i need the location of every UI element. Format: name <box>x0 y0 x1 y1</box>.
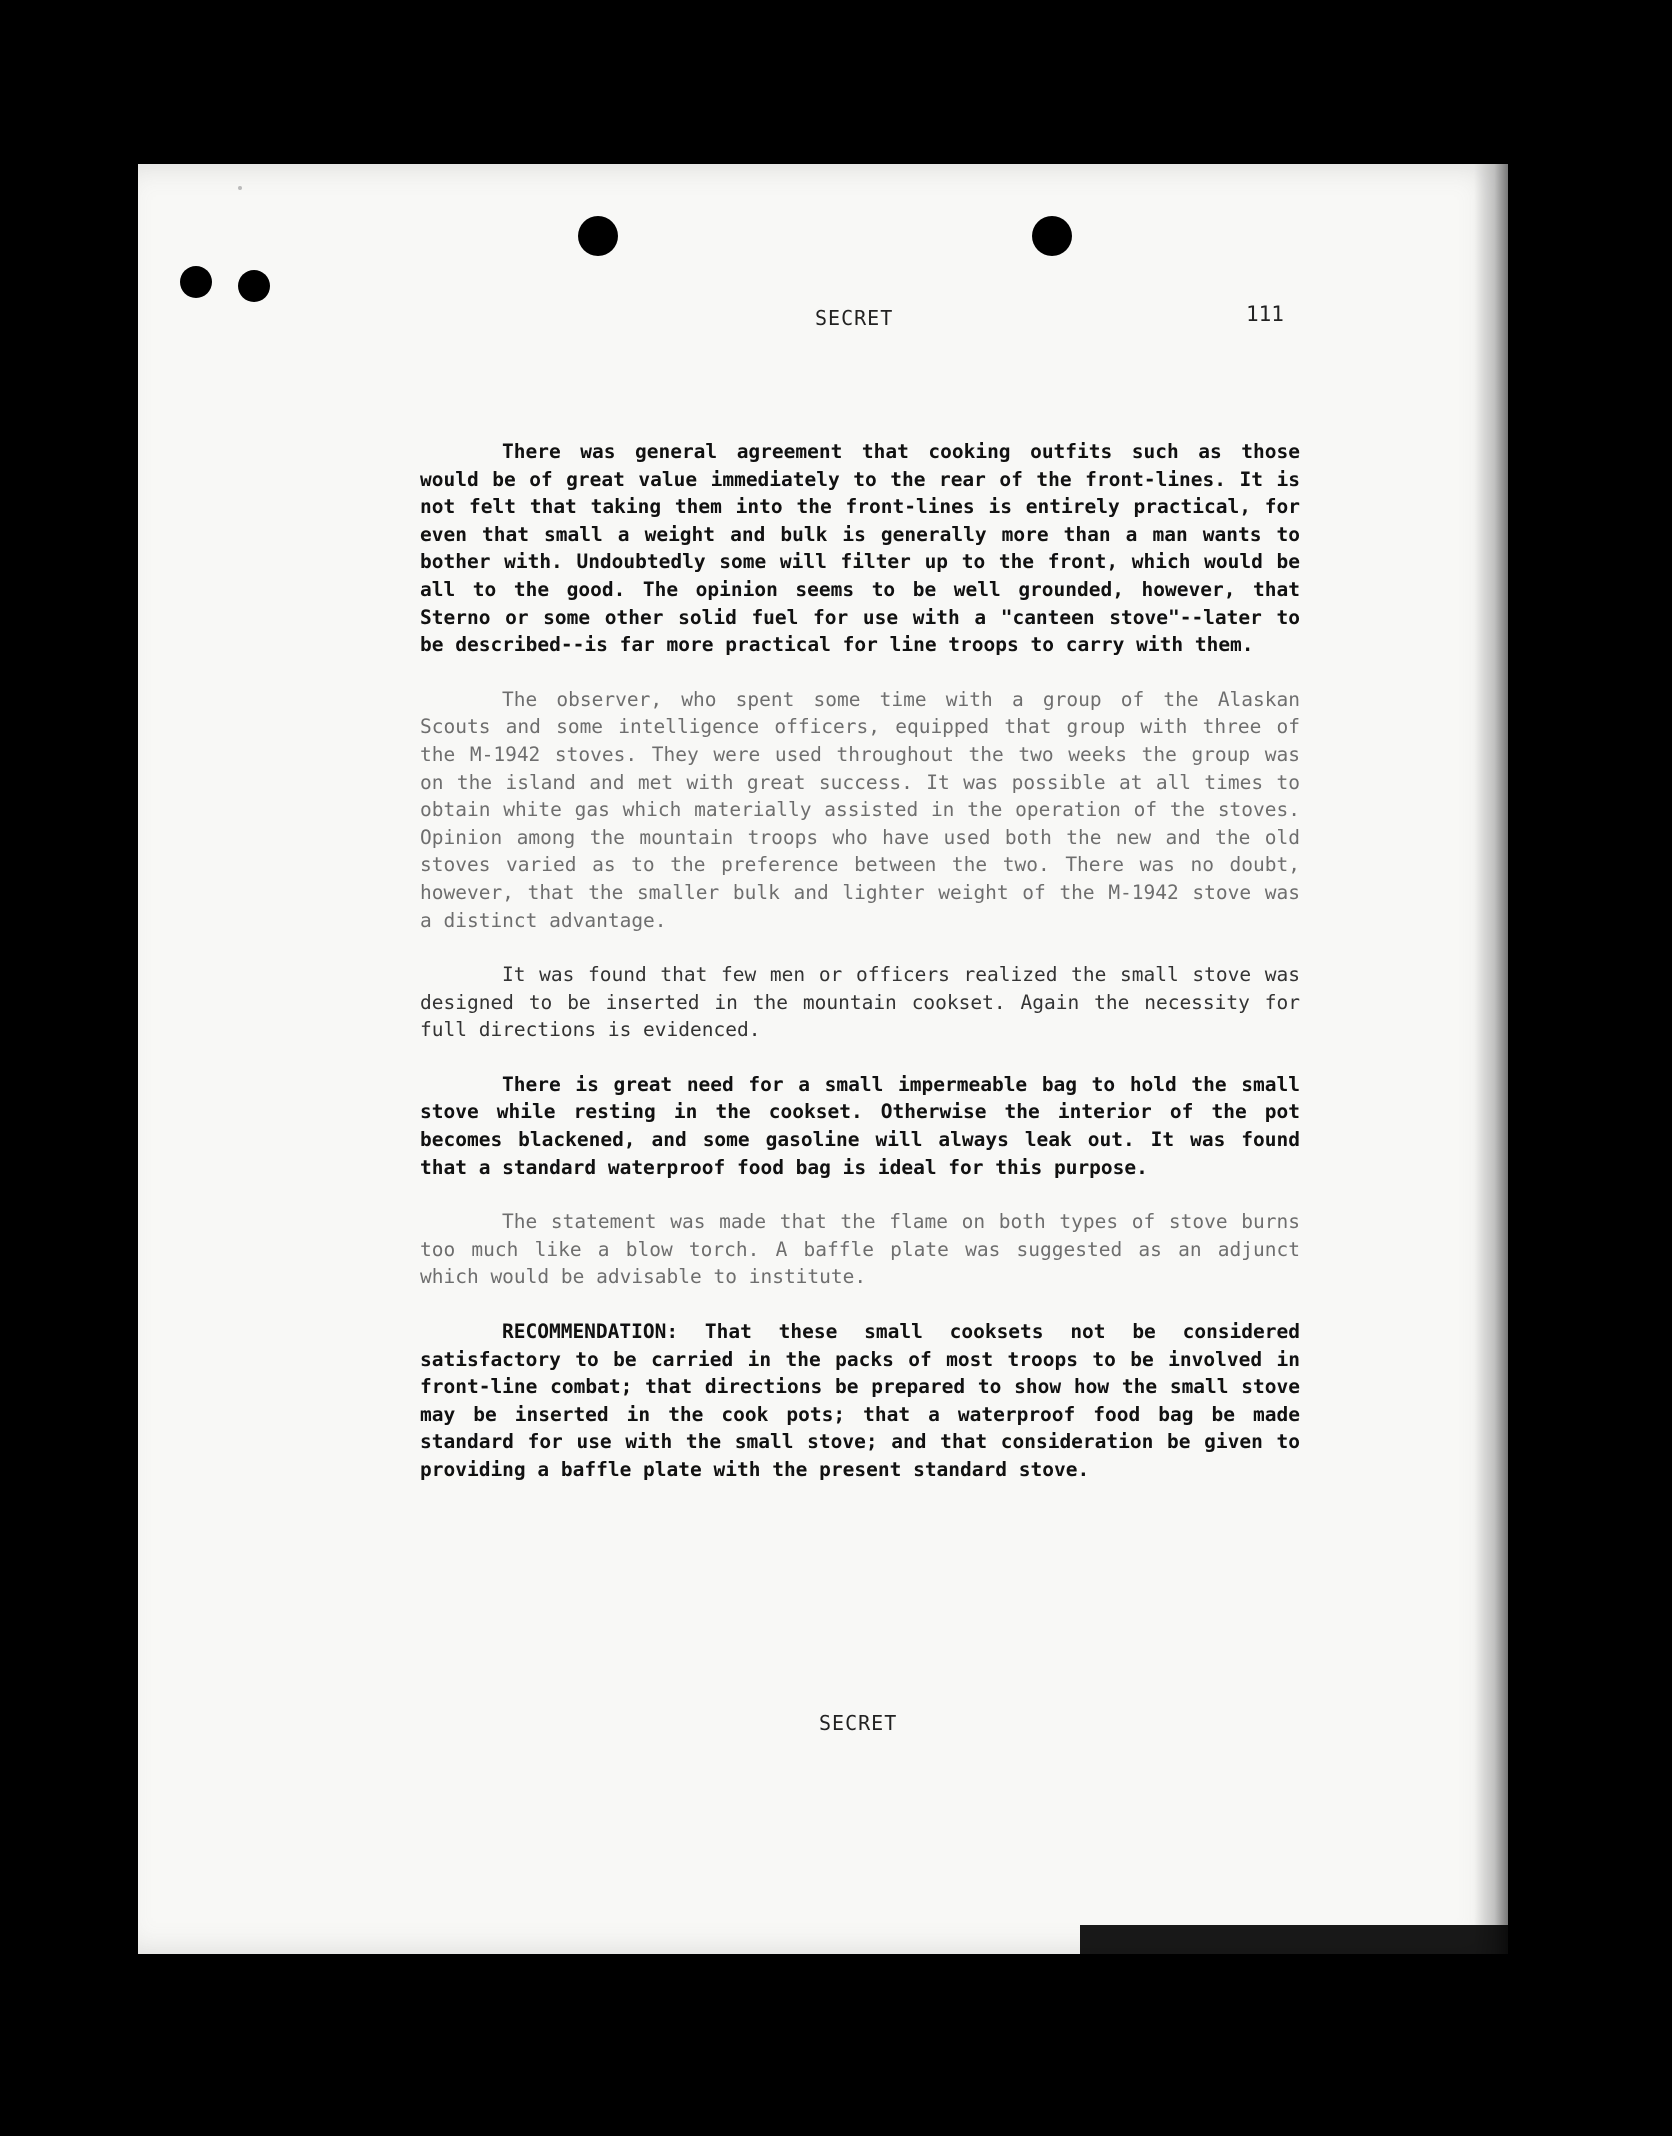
page-number: 111 <box>1246 302 1284 326</box>
edge-hole-2 <box>238 270 270 302</box>
paragraph-3: It was found that few men or officers realized the small stove was designed to be inserted in the mountain cookset. Again the necessity for full directions is evidenced. <box>420 963 1300 1042</box>
paragraph-2: The observer, who spent some time with a group of the Alaskan Scouts and some intelligence officers, equipped that group with three of the M-1942 stoves. They were used throughout the two weeks the group was on the island and met with great success. It was possible at all times to obtain white gas which materially assisted in the operation of the stoves. Opinion among the mountain troops who have used both the new and the old stoves varied as to the preference between the two. There was no doubt, however, that the smaller bulk and lighter weight of the M-1942 stove was a distinct advantage. <box>420 687 1300 932</box>
paragraph-1: There was general agreement that cooking outfits such as those would be of great value immediately to the rear of the front-lines. It is not felt that taking them into the front-lines is entirely practical, for even that small a weight and bulk is generally more than a man wants to bother with. Undoubtedly some will filter up to the front, which would be all to the good. The opinion seems to be well grounded, however, that Sterno or some other solid fuel for use with a "canteen stove"--later to be described--is far more practical for line troops to carry with them. <box>420 440 1300 657</box>
speck <box>238 186 242 190</box>
header-classification: SECRET <box>815 306 894 330</box>
paragraph-6: RECOMMENDATION: That these small cooksets not be considered satisfactory to be carried in the packs of most troops to be involved in front-line combat; that directions be prepared to show how the small stove may be inserted in the cook pots; that a waterproof food bag be made standard for use with the small stove; and that consideration be given to providing a baffle plate with the present standard stove. <box>420 1320 1300 1481</box>
footer-classification: SECRET <box>819 1711 898 1735</box>
paragraph-4: There is great need for a small impermeable bag to hold the small stove while resting in the cookset. Otherwise the interior of the pot becomes blackened, and some gasoline will always leak out. It was found that a standard waterproof food bag is ideal for this purpose. <box>420 1072 1300 1179</box>
punch-hole-right <box>1032 216 1072 256</box>
edge-hole-1 <box>180 266 212 298</box>
document-body <box>420 438 1300 1511</box>
page-bottom-shadow <box>1080 1925 1508 1954</box>
paragraph-5: The statement was made that the flame on both types of stove burns too much like a blow torch. A baffle plate was suggested as an adjunct which would be advisable to institute. <box>420 1210 1300 1289</box>
punch-hole-left <box>578 216 618 256</box>
page-edge-shadow <box>1474 164 1508 1954</box>
